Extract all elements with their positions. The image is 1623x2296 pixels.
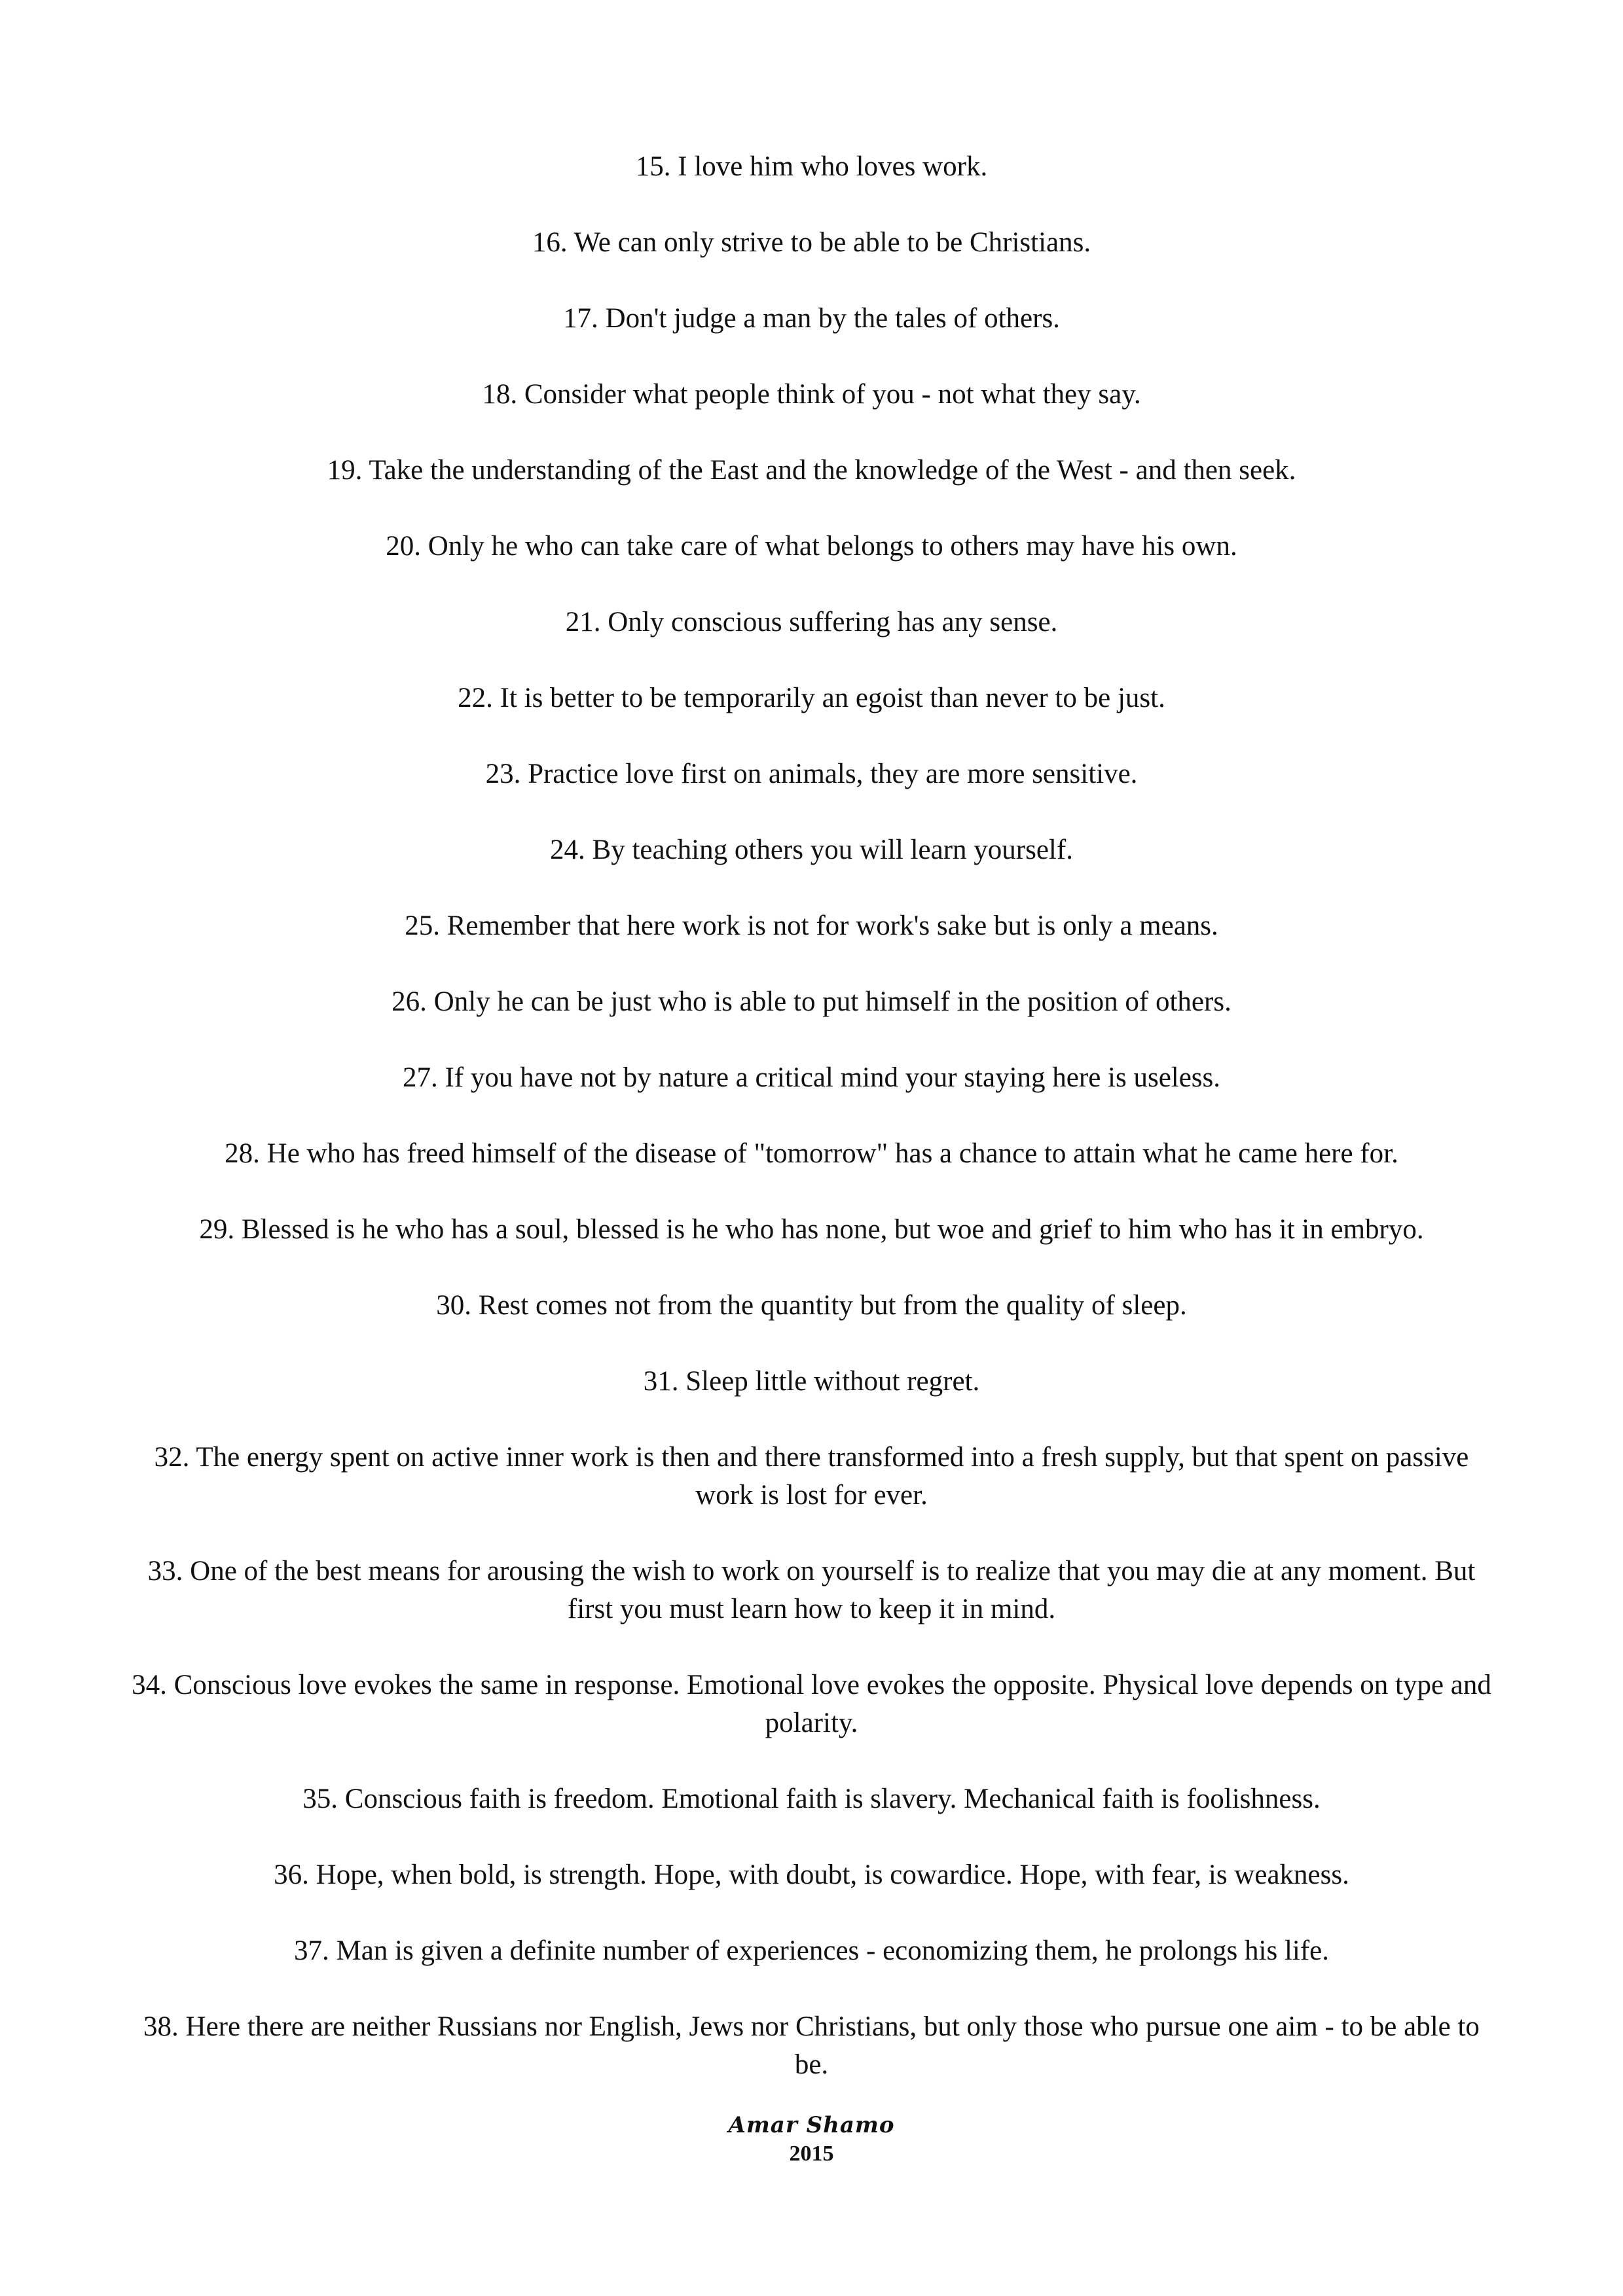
aphorism-18: 18. Consider what people think of you - not what they say. (482, 379, 1141, 410)
aphorism-37: 37. Man is given a definite number of experiences - economizing them, he prolongs his life. (293, 1935, 1329, 1966)
aphorism-34: 34. Conscious love evokes the same in response. Emotional love evokes the opposite. Physical love depends on type and polarity. (132, 1670, 1491, 1738)
aphorism-32: 32. The energy spent on active inner work is then and there transformed into a fresh supply, but that spent on passive work is lost for ever. (154, 1442, 1469, 1511)
aphorism-20: 20. Only he who can take care of what belongs to others may have his own. (386, 531, 1237, 562)
aphorism-24: 24. By teaching others you will learn yourself. (550, 834, 1073, 865)
aphorism-33: 33. One of the best means for arousing the wish to work on yourself is to realize that you may die at any moment. But first you must learn how to keep it in mind. (147, 1556, 1476, 1624)
aphorism-38: 38. Here there are neither Russians nor English, Jews nor Christians, but only those who pursue one aim - to be able to be. (143, 2011, 1480, 2080)
signature-year: 2015 (789, 2142, 834, 2166)
aphorism-35: 35. Conscious faith is freedom. Emotional faith is slavery. Mechanical faith is foolishness. (302, 1784, 1321, 1814)
aphorism-36: 36. Hope, when bold, is strength. Hope, with doubt, is cowardice. Hope, with fear, is weakness. (274, 1859, 1349, 1890)
aphorism-30: 30. Rest comes not from the quantity but from the quality of sleep. (436, 1290, 1187, 1321)
aphorism-29: 29. Blessed is he who has a soul, blessed is he who has none, but woe and grief to him who has it in embryo. (199, 1214, 1424, 1245)
signature-block (0, 2111, 1623, 2168)
aphorism-28: 28. He who has freed himself of the disease of "tomorrow" has a chance to attain what he came here for. (225, 1138, 1398, 1169)
aphorism-23: 23. Practice love first on animals, they are more sensitive. (485, 759, 1138, 789)
aphorism-22: 22. It is better to be temporarily an egoist than never to be just. (458, 683, 1165, 713)
aphorism-26: 26. Only he can be just who is able to put himself in the position of others. (392, 986, 1231, 1017)
aphorism-list (131, 148, 1492, 2122)
aphorism-31: 31. Sleep little without regret. (643, 1366, 980, 1397)
aphorism-27: 27. If you have not by nature a critical mind your staying here is useless. (402, 1062, 1221, 1093)
aphorism-17: 17. Don't judge a man by the tales of others. (563, 303, 1060, 334)
aphorism-16: 16. We can only strive to be able to be Christians. (532, 227, 1091, 258)
aphorism-19: 19. Take the understanding of the East and the knowledge of the West - and then seek. (327, 455, 1296, 486)
aphorism-25: 25. Remember that here work is not for work's sake but is only a means. (405, 910, 1218, 941)
signature-name: Amar Shamo (728, 2112, 895, 2138)
aphorism-15: 15. I love him who loves work. (635, 151, 988, 182)
aphorism-21: 21. Only conscious suffering has any sense. (565, 607, 1058, 637)
